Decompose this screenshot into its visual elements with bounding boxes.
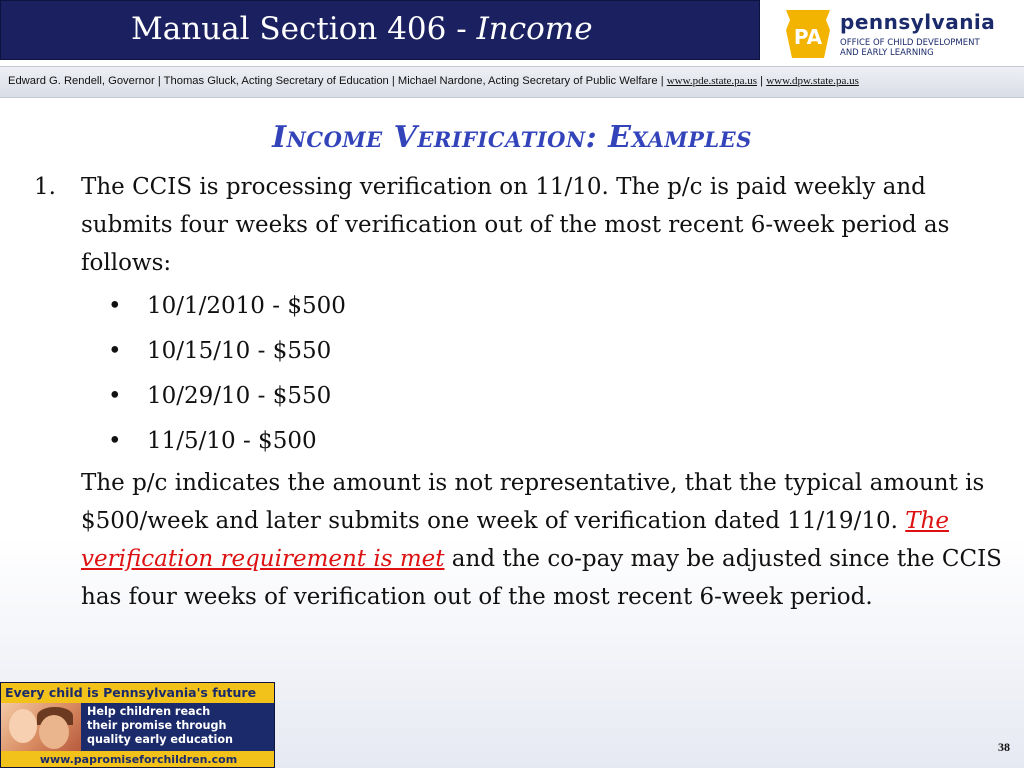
- banner-message: [87, 705, 273, 747]
- list-item: [81, 419, 1004, 464]
- pa-ocdel-logo: [780, 4, 1004, 62]
- verification-met-emphasis: The verification requirement is met: [81, 508, 949, 572]
- banner-line: their promise through: [87, 719, 227, 732]
- item-intro: The CCIS is processing verification on 11/10. The p/c is paid weekly and submits four weeks of verification out of the most recent 6-week period as follows:: [81, 174, 950, 276]
- keystone-icon: [784, 8, 832, 60]
- bullet-icon: •: [108, 428, 122, 454]
- banner-tagline: Every child is Pennsylvania's future: [1, 683, 275, 703]
- officials-text: [8, 75, 859, 87]
- title-italic: Income: [476, 11, 593, 47]
- list-item: [81, 284, 1004, 329]
- conclusion-paragraph: [81, 464, 1004, 616]
- bullet-icon: •: [108, 293, 122, 319]
- bullet-icon: •: [108, 338, 122, 364]
- slide-heading: Income Verification: Examples: [272, 120, 752, 155]
- payment-entry: 10/15/10 - $550: [147, 338, 332, 364]
- page-number: 38: [998, 740, 1010, 754]
- payment-entry: 11/5/10 - $500: [147, 428, 317, 454]
- banner-line: quality early education: [87, 733, 233, 746]
- logo-subtitle: [840, 38, 1010, 58]
- conclusion-after: and the co-pay may be adjusted since the CCIS has four weeks of verification out of the most recent 6-week period.: [81, 546, 1002, 610]
- dpw-link[interactable]: www.dpw.state.pa.us: [766, 75, 859, 87]
- pde-link[interactable]: www.pde.state.pa.us: [666, 75, 758, 87]
- logo-sub-line1: OFFICE OF CHILD DEVELOPMENT: [840, 38, 980, 48]
- separator: |: [757, 75, 767, 87]
- title-bar: [0, 0, 760, 60]
- children-photo-icon: [1, 703, 81, 751]
- list-item: [81, 374, 1004, 419]
- payment-entry: 10/1/2010 - $500: [147, 293, 346, 319]
- promise-banner: [0, 682, 275, 768]
- slide-title: [131, 11, 593, 47]
- title-main: Manual Section 406 -: [131, 11, 477, 47]
- list-item: [81, 329, 1004, 374]
- slide-body: [34, 168, 1004, 616]
- logo-sub-line2: AND EARLY LEARNING: [840, 48, 934, 58]
- officials-bar: [0, 66, 1024, 98]
- bullet-icon: •: [108, 383, 122, 409]
- payment-list: [81, 284, 1004, 464]
- logo-badge-text: PA: [793, 25, 823, 49]
- banner-url: www.papromiseforchildren.com: [1, 751, 275, 768]
- officials-names: Edward G. Rendell, Governor | Thomas Gluck, Acting Secretary of Education | Michael Nardone, Acting Secretary of Public Welfare: [8, 75, 658, 87]
- item-number: 1.: [34, 174, 56, 200]
- banner-line: Help children reach: [87, 705, 211, 718]
- example-item: [34, 168, 1004, 616]
- separator: |: [657, 75, 667, 87]
- logo-wordmark: pennsylvania: [840, 10, 996, 34]
- payment-entry: 10/29/10 - $550: [147, 383, 332, 409]
- conclusion-before: The p/c indicates the amount is not representative, that the typical amount is $500/week and later submits one week of verification dated 11/19/10.: [81, 470, 985, 534]
